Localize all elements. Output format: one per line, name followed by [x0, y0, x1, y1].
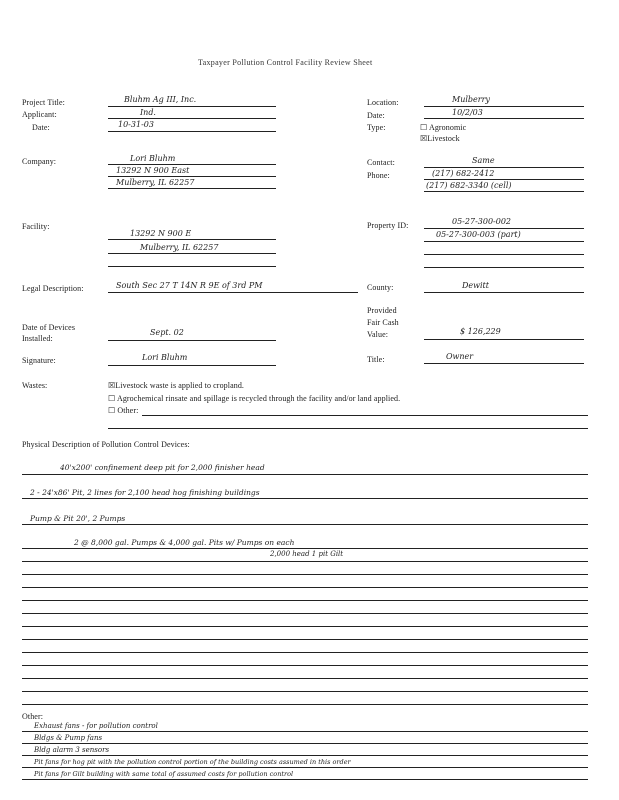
value-label-2: Fair Cash	[367, 318, 399, 327]
other-line-5: Pit fans for Gilt building with same total of assumed costs for pollution control	[34, 770, 294, 778]
phone-label: Phone:	[367, 171, 390, 180]
date-installed-label: Date of Devices Installed:	[22, 323, 76, 343]
legal-description-label: Legal Description:	[22, 284, 84, 293]
title-label: Title:	[367, 355, 385, 364]
physical-description-label: Physical Description of Pollution Control Devices:	[22, 440, 190, 449]
property-id-label: Property ID:	[367, 221, 409, 230]
right-date-label: Date:	[367, 111, 385, 120]
other-line-1: Exhaust fans - for pollution control	[34, 722, 158, 730]
physical-line-4: 2 @ 8,000 gal. Pumps & 4,000 gal. Pits w/ Pumps on each	[74, 538, 295, 547]
form-title: Taxpayer Pollution Control Facility Review Sheet	[198, 58, 373, 67]
value-label-1: Provided	[367, 306, 397, 315]
other-label: Other:	[22, 712, 44, 721]
other-line-3: Bldg alarm 3 sensors	[34, 746, 110, 754]
county-value: Dewitt	[462, 281, 489, 290]
type-agronomic-option: ☐ Agronomic	[420, 123, 467, 132]
right-date-value: 10/2/03	[452, 108, 483, 117]
waste-option-other: ☐ Other:	[108, 406, 139, 415]
project-title-label: Project Title:	[22, 98, 65, 107]
company-line-1: Lori Bluhm	[130, 154, 176, 163]
phone-line-2: (217) 682-3340 (cell)	[426, 181, 512, 190]
wastes-label: Wastes:	[22, 381, 48, 390]
company-line-2: 13292 N 900 East	[116, 166, 190, 175]
physical-line-5: 2,000 head 1 pit Gilt	[270, 550, 344, 558]
project-title-value: Bluhm Ag III, Inc.	[124, 95, 197, 104]
date-value: 10-31-03	[118, 120, 154, 129]
applicant-value: Ind.	[140, 108, 156, 117]
physical-line-3: Pump & Pit 20', 2 Pumps	[30, 514, 126, 523]
date-installed-value: Sept. 02	[150, 328, 184, 337]
legal-description-value: South Sec 27 T 14N R 9E of 3rd PM	[116, 281, 263, 290]
property-id-line-2: 05-27-300-003 (part)	[436, 230, 521, 239]
county-label: County:	[367, 283, 394, 292]
applicant-label: Applicant:	[22, 110, 57, 119]
waste-option-agrochemical: ☐ Agrochemical rinsate and spillage is recycled through the facility and/or land applied.	[108, 394, 401, 403]
property-id-line-1: 05-27-300-002	[452, 217, 512, 226]
location-label: Location:	[367, 98, 399, 107]
company-line-3: Mulberry, IL 62257	[116, 178, 195, 187]
other-line-4: Pit fans for hog pit with the pollution control portion of the building costs assumed in this order	[34, 758, 351, 766]
waste-option-livestock: ☒Livestock waste is applied to cropland.	[108, 381, 245, 390]
fair-cash-value: $ 126,229	[460, 327, 501, 336]
signature-value: Lori Bluhm	[142, 353, 188, 362]
physical-line-1: 40'x200' confinement deep pit for 2,000 finisher head	[60, 463, 265, 472]
facility-label: Facility:	[22, 222, 50, 231]
signature-label: Signature:	[22, 356, 56, 365]
value-label-3: Value:	[367, 330, 389, 339]
contact-value: Same	[472, 156, 495, 165]
phone-line-1: (217) 682-2412	[432, 169, 495, 178]
other-line-2: Bldgs & Pump fans	[34, 734, 103, 742]
facility-line-1: 13292 N 900 E	[130, 229, 192, 238]
location-value: Mulberry	[452, 95, 490, 104]
company-label: Company:	[22, 157, 57, 166]
title-value: Owner	[446, 352, 474, 361]
type-label: Type:	[367, 123, 386, 132]
contact-label: Contact:	[367, 158, 395, 167]
physical-line-2: 2 - 24'x86' Pit, 2 lines for 2,100 head hog finishing buildings	[30, 488, 260, 497]
date-label: Date:	[32, 123, 50, 132]
facility-line-2: Mulberry, IL 62257	[140, 243, 219, 252]
type-livestock-option: ☒Livestock	[420, 134, 460, 143]
